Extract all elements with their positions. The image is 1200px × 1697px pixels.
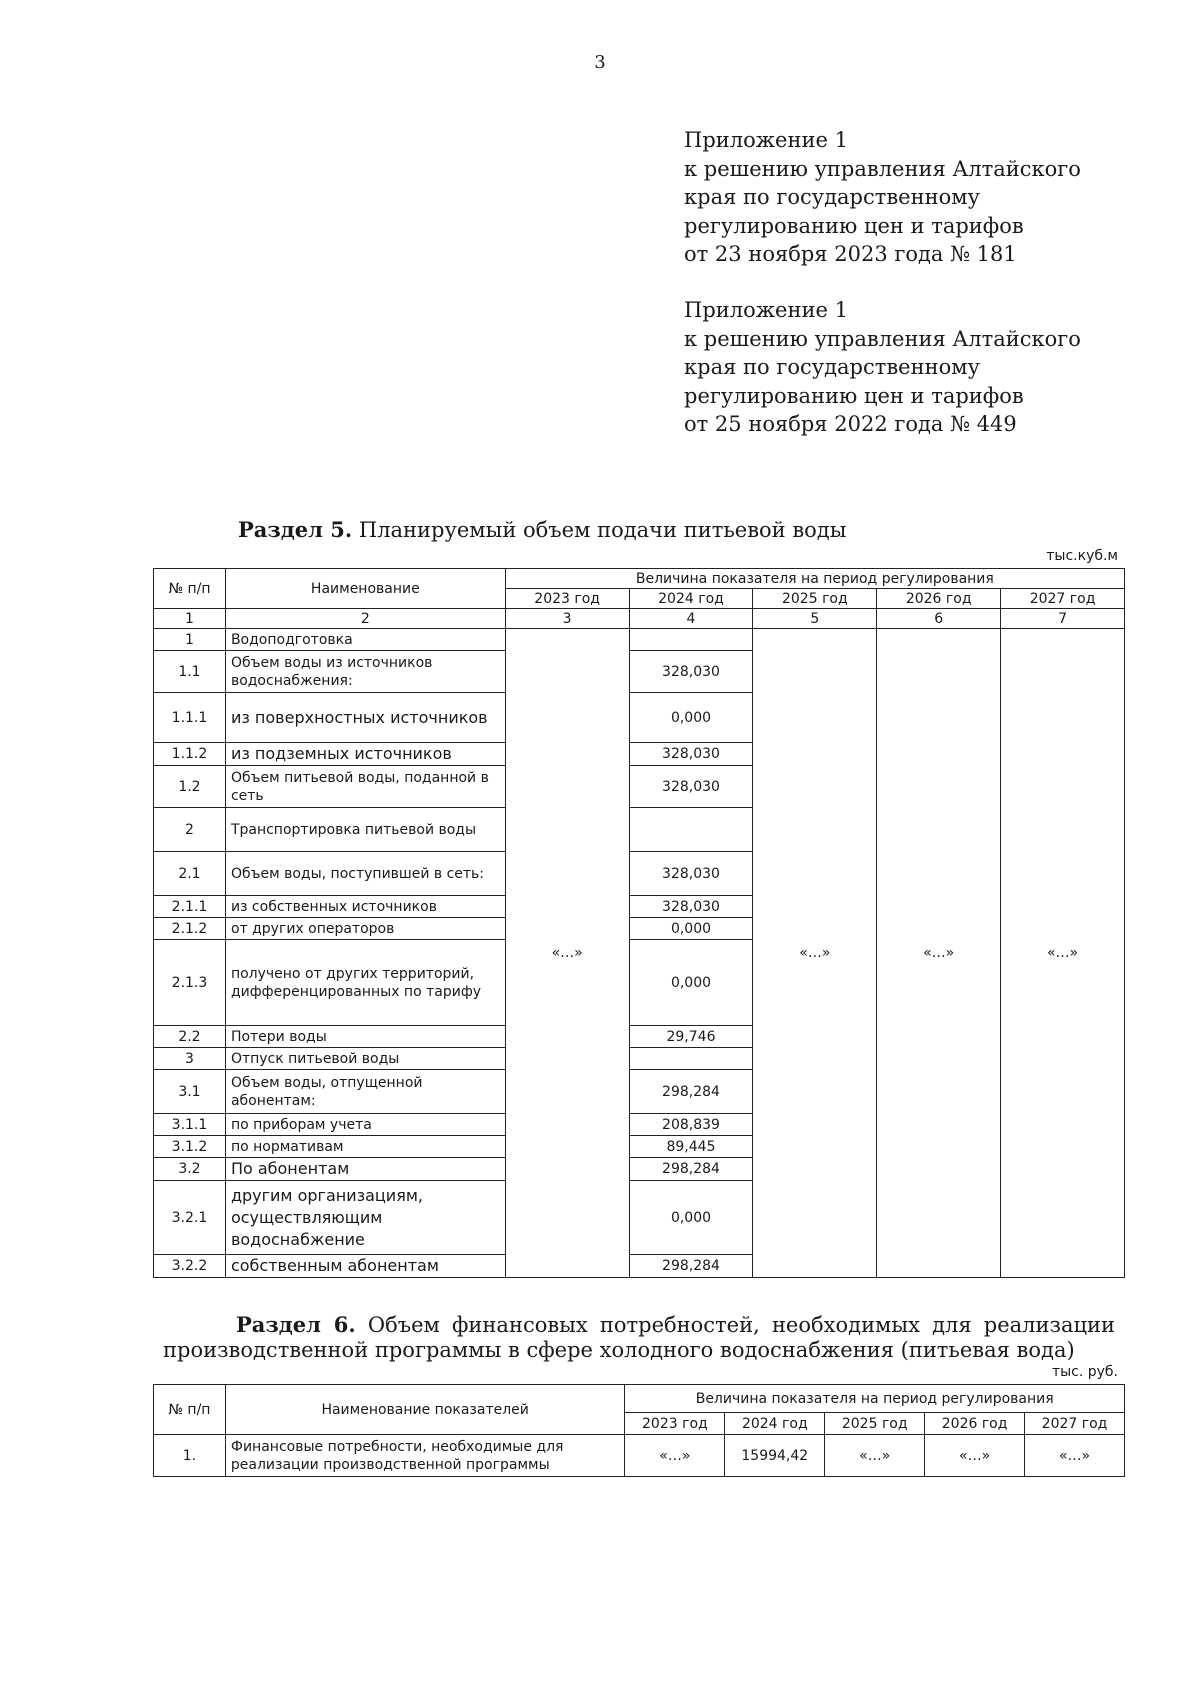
row-name: от других операторов: [225, 918, 505, 940]
value-2024: 29,746: [629, 1026, 753, 1048]
value-2025-placeholder: «…»: [753, 629, 877, 1278]
appendix-line: от 25 ноября 2022 года № 449: [684, 412, 1017, 436]
row-name: Объем питьевой воды, поданной в сеть: [225, 766, 505, 808]
row-name: Объем воды из источников водоснабжения:: [225, 651, 505, 693]
header-year: 2027 год: [1001, 589, 1125, 609]
row-num: 3.1: [154, 1070, 226, 1114]
value-2024: 89,445: [629, 1136, 753, 1158]
row-num: 2.1.3: [154, 940, 226, 1026]
section6-table: [153, 1384, 1125, 1477]
section5-title: [238, 517, 846, 542]
header-year: 2023 год: [625, 1413, 725, 1435]
value-2023-placeholder: «…»: [505, 629, 629, 1278]
appendix-line: Приложение 1: [684, 298, 848, 322]
col-number: 3: [505, 609, 629, 629]
row-num: 3.2.1: [154, 1181, 226, 1255]
appendix-current: [684, 126, 1081, 269]
value-2024: 208,839: [629, 1114, 753, 1136]
appendix-line: от 23 ноября 2023 года № 181: [684, 242, 1017, 266]
section6-title-line1: [163, 1312, 1115, 1338]
section5-table: [153, 568, 1125, 1278]
row-name: получено от других территорий, дифференцированных по тарифу: [225, 940, 505, 1026]
row-num: 1.1.2: [154, 743, 226, 766]
header-year: 2024 год: [725, 1413, 825, 1435]
col-number: 1: [154, 609, 226, 629]
row-name: по нормативам: [225, 1136, 505, 1158]
row-num: 2.2: [154, 1026, 226, 1048]
section6-title-bold: Раздел 6.: [236, 1312, 356, 1337]
row-name: из собственных источников: [225, 896, 505, 918]
value-2024: 328,030: [629, 852, 753, 896]
value-2023: «…»: [625, 1435, 725, 1477]
row-num: 1.1.1: [154, 693, 226, 743]
value-2024: 298,284: [629, 1158, 753, 1181]
section5-title-rest: Планируемый объем подачи питьевой воды: [352, 518, 847, 542]
section5-unit: тыс.куб.м: [1046, 548, 1118, 564]
row-name: Потери воды: [225, 1026, 505, 1048]
row-name: собственным абонентам: [225, 1255, 505, 1278]
value-2024: 328,030: [629, 766, 753, 808]
row-name: Водоподготовка: [225, 629, 505, 651]
header-year: 2027 год: [1025, 1413, 1125, 1435]
row-num: 3.1.1: [154, 1114, 226, 1136]
row-name: Объем воды, поступившей в сеть:: [225, 852, 505, 896]
value-2024: [629, 1048, 753, 1070]
row-num: 1.: [154, 1435, 226, 1477]
row-num: 1: [154, 629, 226, 651]
row-num: 1.2: [154, 766, 226, 808]
row-name: из подземных источников: [225, 743, 505, 766]
value-2024: [629, 808, 753, 852]
value-2024: 15994,42: [725, 1435, 825, 1477]
row-name: по приборам учета: [225, 1114, 505, 1136]
row-num: 2: [154, 808, 226, 852]
value-2024: 328,030: [629, 743, 753, 766]
value-2026: «…»: [925, 1435, 1025, 1477]
row-num: 3.2: [154, 1158, 226, 1181]
section5-title-bold: Раздел 5.: [238, 517, 353, 542]
value-2024: 298,284: [629, 1255, 753, 1278]
section6-title-rest: Объем финансовых потребностей, необходимых для реализации: [355, 1313, 1115, 1337]
row-name: Финансовые потребности, необходимые для реализации производственной программы: [225, 1435, 625, 1477]
header-year: 2025 год: [825, 1413, 925, 1435]
appendix-line: Приложение 1: [684, 128, 848, 152]
row-num: 1.1: [154, 651, 226, 693]
row-num: 2.1.1: [154, 896, 226, 918]
section6-title: [163, 1312, 1115, 1363]
col-number: 6: [877, 609, 1001, 629]
row-num: 2.1.2: [154, 918, 226, 940]
row-name: Отпуск питьевой воды: [225, 1048, 505, 1070]
appendix-line: края по государственному: [684, 185, 980, 209]
value-2024: 328,030: [629, 651, 753, 693]
value-2024: 328,030: [629, 896, 753, 918]
page-number: 3: [594, 52, 606, 73]
value-2024: 0,000: [629, 918, 753, 940]
appendix-line: края по государственному: [684, 355, 980, 379]
appendix-line: регулированию цен и тарифов: [684, 383, 1024, 408]
header-year: 2025 год: [753, 589, 877, 609]
header-year: 2023 год: [505, 589, 629, 609]
value-2024: 0,000: [629, 940, 753, 1026]
value-2024: 0,000: [629, 693, 753, 743]
col-number: 4: [629, 609, 753, 629]
appendix-line: регулированию цен и тарифов: [684, 213, 1024, 238]
col-number: 5: [753, 609, 877, 629]
row-name: из поверхностных источников: [225, 693, 505, 743]
section6-unit: тыс. руб.: [1051, 1364, 1118, 1380]
appendix-line: к решению управления Алтайского: [684, 326, 1081, 351]
header-year: 2026 год: [877, 589, 1001, 609]
row-num: 2.1: [154, 852, 226, 896]
header-name: Наименование: [225, 569, 505, 609]
header-name: Наименование показателей: [225, 1385, 625, 1435]
header-num: № п/п: [154, 569, 226, 609]
value-2026-placeholder: «…»: [877, 629, 1001, 1278]
row-name: Объем воды, отпущенной абонентам:: [225, 1070, 505, 1114]
row-num: 3.2.2: [154, 1255, 226, 1278]
row-name: другим организациям, осуществляющим водоснабжение: [225, 1181, 505, 1255]
col-number: 2: [225, 609, 505, 629]
value-2027: «…»: [1025, 1435, 1125, 1477]
row-num: 3.1.2: [154, 1136, 226, 1158]
row-num: 3: [154, 1048, 226, 1070]
header-group: Величина показателя на период регулирования: [625, 1385, 1125, 1413]
appendix-previous: [684, 296, 1081, 439]
section6-title-line2: производственной программы в сфере холодного водоснабжения (питьевая вода): [163, 1338, 1075, 1362]
appendix-line: к решению управления Алтайского: [684, 156, 1081, 181]
value-2027-placeholder: «…»: [1001, 629, 1125, 1278]
col-number: 7: [1001, 609, 1125, 629]
value-2024: 298,284: [629, 1070, 753, 1114]
value-2024: [629, 629, 753, 651]
header-year: 2024 год: [629, 589, 753, 609]
value-2024: 0,000: [629, 1181, 753, 1255]
value-2025: «…»: [825, 1435, 925, 1477]
header-group: Величина показателя на период регулирования: [505, 569, 1124, 589]
header-num: № п/п: [154, 1385, 226, 1435]
header-year: 2026 год: [925, 1413, 1025, 1435]
row-name: По абонентам: [225, 1158, 505, 1181]
row-name: Транспортировка питьевой воды: [225, 808, 505, 852]
